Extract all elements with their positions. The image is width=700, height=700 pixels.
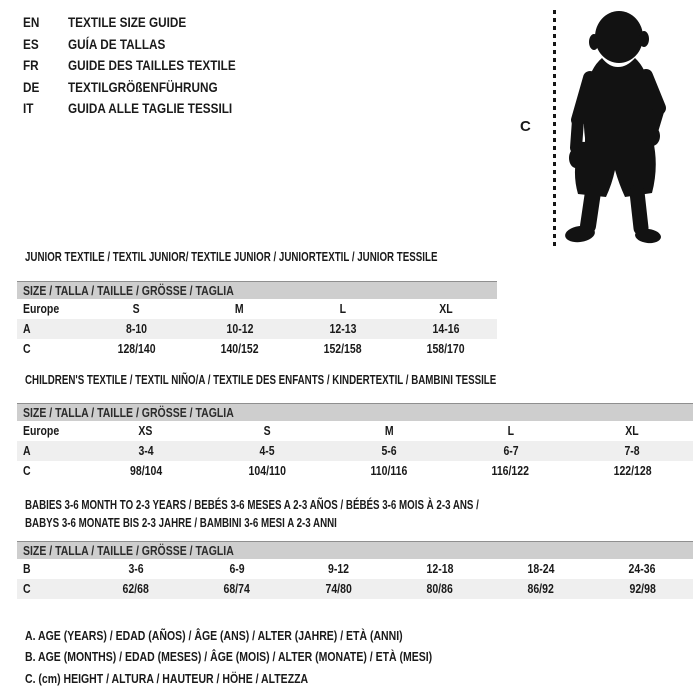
table-row-age-years xyxy=(17,319,497,339)
language-code: DE xyxy=(23,78,40,95)
row-label: C xyxy=(23,464,31,478)
height-cell: 128/140 xyxy=(117,342,156,356)
language-row-it xyxy=(23,100,343,122)
age-cell: 9-12 xyxy=(327,562,349,576)
age-cell: 10-12 xyxy=(226,322,253,336)
table-row-europe xyxy=(17,299,497,319)
height-cell: 74/80 xyxy=(325,582,352,596)
table-header-label: SIZE / TALLA / TAILLE / GRÖSSE / TAGLIA xyxy=(23,284,234,298)
height-cell: 140/152 xyxy=(220,342,259,356)
size-cell: L xyxy=(507,424,514,438)
footnote-b-text: B. AGE (MONTHS) / EDAD (MESES) / ÂGE (MOIS) / ALTER (MONATE) / ETÀ (MESI) xyxy=(25,650,433,665)
junior-size-table xyxy=(17,281,497,359)
table-row-height-cm xyxy=(17,339,497,359)
size-cell: XL xyxy=(438,302,453,316)
age-cell: 24-36 xyxy=(628,562,656,576)
age-cell: 6-9 xyxy=(229,562,245,576)
language-list xyxy=(23,14,343,122)
table-header-label: SIZE / TALLA / TAILLE / GRÖSSE / TAGLIA xyxy=(23,544,234,558)
language-row-es xyxy=(23,36,343,58)
language-label: GUIDA ALLE TAGLIE TESSILI xyxy=(68,100,233,117)
height-measure-line xyxy=(553,10,556,248)
babies-size-table xyxy=(17,541,693,599)
size-cell: M xyxy=(384,424,394,438)
row-label: Europe xyxy=(23,424,60,438)
language-code: ES xyxy=(23,35,39,52)
height-cell: 86/92 xyxy=(527,582,555,596)
size-cell: M xyxy=(235,302,244,316)
age-cell: 3-4 xyxy=(138,444,154,458)
height-cell: 80/86 xyxy=(426,582,453,596)
babies-table-title-text1: BABIES 3-6 MONTH TO 2-3 YEARS / BEBÉS 3-6 MESES A 2-3 AÑOS / BÉBÉS 3-6 MOIS À 2-3 ANS / xyxy=(25,498,479,512)
row-label: C xyxy=(23,582,31,596)
footnote-c-text: C. (cm) HEIGHT / ALTURA / HAUTEUR / HÖHE / ALTEZZA xyxy=(25,671,309,686)
baby-silhouette-icon xyxy=(560,8,685,248)
size-cell: S xyxy=(132,302,141,316)
language-code: FR xyxy=(23,57,39,74)
language-label: TEXTILGRÖßENFÜHRUNG xyxy=(68,78,218,95)
age-cell: 6-7 xyxy=(502,444,519,458)
table-row-height-cm xyxy=(17,461,693,481)
row-label: A xyxy=(23,444,31,458)
row-label: C xyxy=(23,342,31,356)
table-header-bar xyxy=(17,281,497,299)
age-cell: 7-8 xyxy=(624,444,640,458)
table-header-bar xyxy=(17,541,693,559)
language-code: EN xyxy=(23,14,40,30)
language-row-fr xyxy=(23,57,343,79)
footnotes xyxy=(25,626,510,690)
height-cell: 92/98 xyxy=(629,582,656,596)
size-cell: L xyxy=(339,302,346,316)
children-table-title xyxy=(25,373,629,388)
height-cell: 104/110 xyxy=(248,464,287,478)
footnote-a-text: A. AGE (YEARS) / EDAD (AÑOS) / ÂGE (ANS) / ALTER (JAHRE) / ETÀ (ANNI) xyxy=(25,629,403,643)
height-c-label: C xyxy=(520,118,531,135)
footnote-b xyxy=(25,647,510,668)
age-cell: 3-6 xyxy=(128,562,144,576)
height-cell: 158/170 xyxy=(426,342,465,356)
table-row-europe xyxy=(17,421,693,441)
height-cell: 110/116 xyxy=(370,464,408,478)
height-cell: 62/68 xyxy=(122,582,149,596)
height-figure xyxy=(515,8,695,256)
age-cell: 18-24 xyxy=(527,562,555,576)
size-cell: XS xyxy=(138,424,153,438)
age-cell: 14-16 xyxy=(432,322,459,336)
age-cell: 5-6 xyxy=(381,444,397,458)
height-cell: 98/104 xyxy=(129,464,162,478)
height-cell: 122/128 xyxy=(613,464,652,478)
children-table-title-text: CHILDREN'S TEXTILE / TEXTIL NIÑO/A / TEXTILE DES ENFANTS / KINDERTEXTIL / BAMBINI TESSILE xyxy=(25,373,497,387)
table-header-bar xyxy=(17,403,693,421)
table-row-age-months xyxy=(17,559,693,579)
table-row-height-cm xyxy=(17,579,693,599)
children-size-table xyxy=(17,403,693,481)
age-cell: 12-18 xyxy=(426,562,454,576)
language-row-en xyxy=(23,14,343,36)
footnote-a xyxy=(25,626,510,647)
row-label: Europe xyxy=(23,302,60,316)
age-cell: 12-13 xyxy=(329,322,356,336)
height-cell: 152/158 xyxy=(323,342,362,356)
junior-table-title-text: JUNIOR TEXTILE / TEXTIL JUNIOR/ TEXTILE JUNIOR / JUNIORTEXTIL / JUNIOR TESSILE xyxy=(25,250,438,264)
size-cell: XL xyxy=(625,424,639,438)
size-cell: S xyxy=(263,424,271,438)
language-code: IT xyxy=(23,100,34,117)
table-header-label: SIZE / TALLA / TAILLE / GRÖSSE / TAGLIA xyxy=(23,406,234,420)
babies-table-title-text2: BABYS 3-6 MONATE BIS 2-3 JAHRE / BAMBINI 3-6 MESI A 2-3 ANNI xyxy=(25,516,337,530)
footnote-c xyxy=(25,669,510,690)
age-cell: 8-10 xyxy=(125,322,148,336)
height-cell: 68/74 xyxy=(223,582,251,596)
language-label: TEXTILE SIZE GUIDE xyxy=(68,14,187,30)
table-row-age-years xyxy=(17,441,693,461)
row-label: A xyxy=(23,322,31,336)
height-cell: 116/122 xyxy=(491,464,530,478)
age-cell: 4-5 xyxy=(259,444,275,458)
babies-table-title-line1 xyxy=(25,498,607,513)
language-row-de xyxy=(23,79,343,101)
junior-table-title xyxy=(25,250,554,265)
language-label: GUÍA DE TALLAS xyxy=(68,35,166,52)
language-label: GUIDE DES TAILLES TEXTILE xyxy=(68,57,236,74)
row-label: B xyxy=(23,562,31,576)
babies-table-title-line2 xyxy=(25,516,425,531)
